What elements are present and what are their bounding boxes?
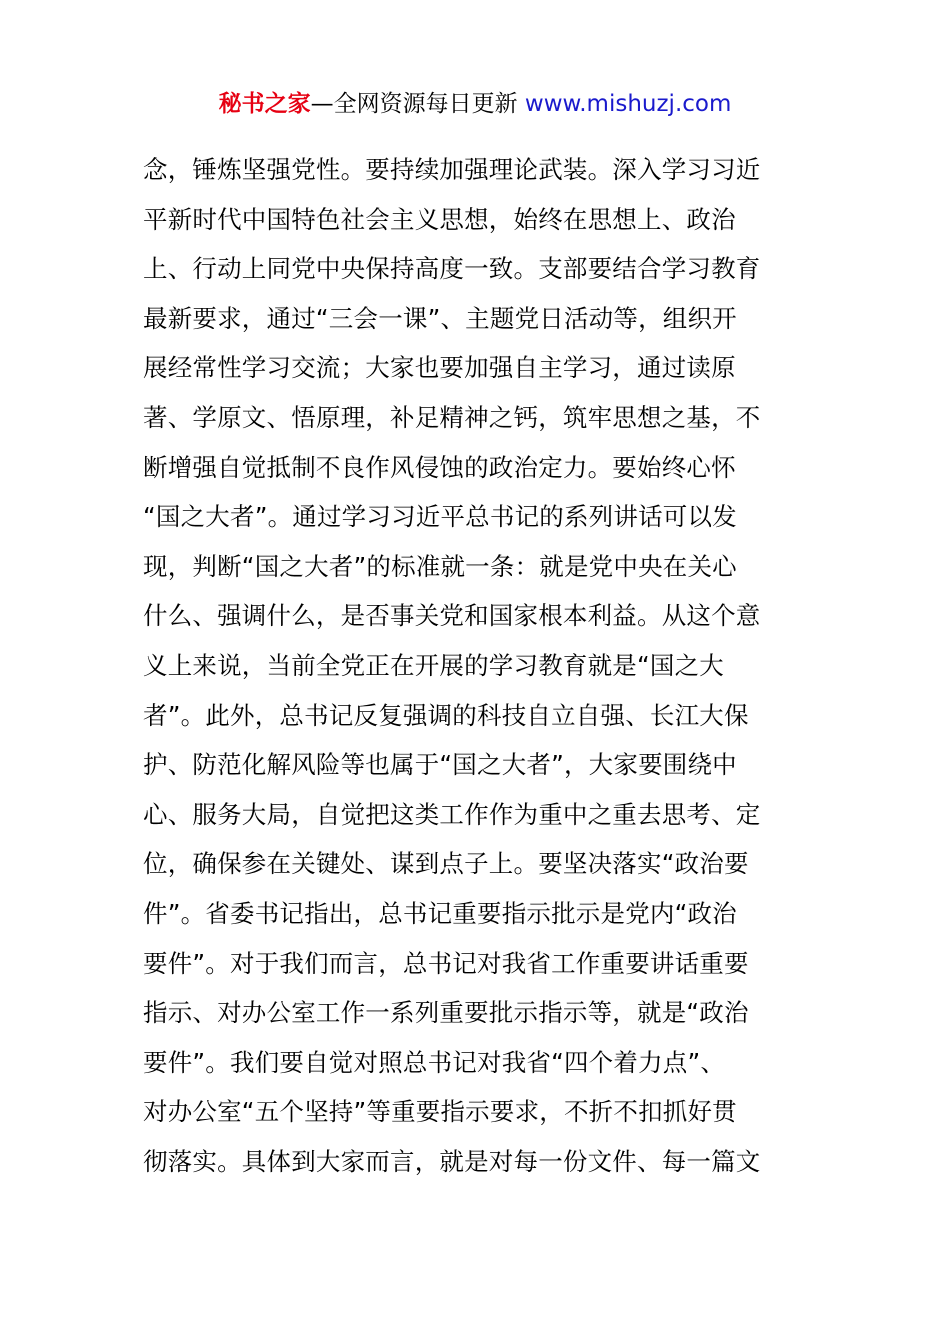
text-line: 什么、强调什么，是否事关党和国家根本利益。从这个意 [143,601,761,631]
text-line: 断增强自觉抵制不良作风侵蚀的政治定力。要始终心怀 [143,452,736,482]
site-url-link[interactable]: www.mishuzj.com [524,91,732,117]
text-line: 对办公室“五个坚持”等重要指示要求，不折不扣抓好贯 [143,1097,737,1127]
text-line: 要件”。我们要自觉对照总书记对我省“四个着力点”、 [143,1047,726,1077]
brand-name: 秘书之家 [218,91,311,117]
text-line: 平新时代中国特色社会主义思想，始终在思想上、政治 [143,204,736,234]
document-body [143,145,813,1186]
text-line: 著、学原文、悟原理，补足精神之钙，筑牢思想之基，不 [143,402,761,432]
text-line: 义上来说，当前全党正在开展的学习教育就是“国之大 [143,650,724,680]
text-line: 展经常性学习交流；大家也要加强自主学习，通过读原 [143,353,736,383]
text-line: 指示、对办公室工作一系列重要批示指示等，就是“政治 [143,998,749,1028]
text-line: 护、防范化解风险等也属于“国之大者”，大家要围绕中 [143,750,737,780]
site-header [0,88,950,120]
header-tagline: —全网资源每日更新 [310,91,525,117]
text-line: 者”。此外，总书记反复强调的科技自立自强、长江大保 [143,700,749,730]
text-line: “国之大者”。通过学习习近平总书记的系列讲话可以发 [143,502,737,532]
text-line: 最新要求，通过“三会一课”、主题党日活动等，组织开 [143,303,737,333]
text-line: 现，判断“国之大者”的标准就一条：就是党中央在关心 [143,551,737,581]
text-line: 上、行动上同党中央保持高度一致。支部要结合学习教育 [143,254,761,284]
text-line: 件”。省委书记指出，总书记重要指示批示是党内“政治 [143,898,737,928]
text-line: 心、服务大局，自觉把这类工作作为重中之重去思考、定 [143,799,761,829]
text-line: 彻落实。具体到大家而言，就是对每一份文件、每一篇文 [143,1146,761,1176]
text-line: 位，确保参在关键处、谋到点子上。要坚决落实“政治要 [143,849,749,879]
text-line: 要件”。对于我们而言，总书记对我省工作重要讲话重要 [143,948,749,978]
text-line: 念，锤炼坚强党性。要持续加强理论武装。深入学习习近 [143,155,761,184]
